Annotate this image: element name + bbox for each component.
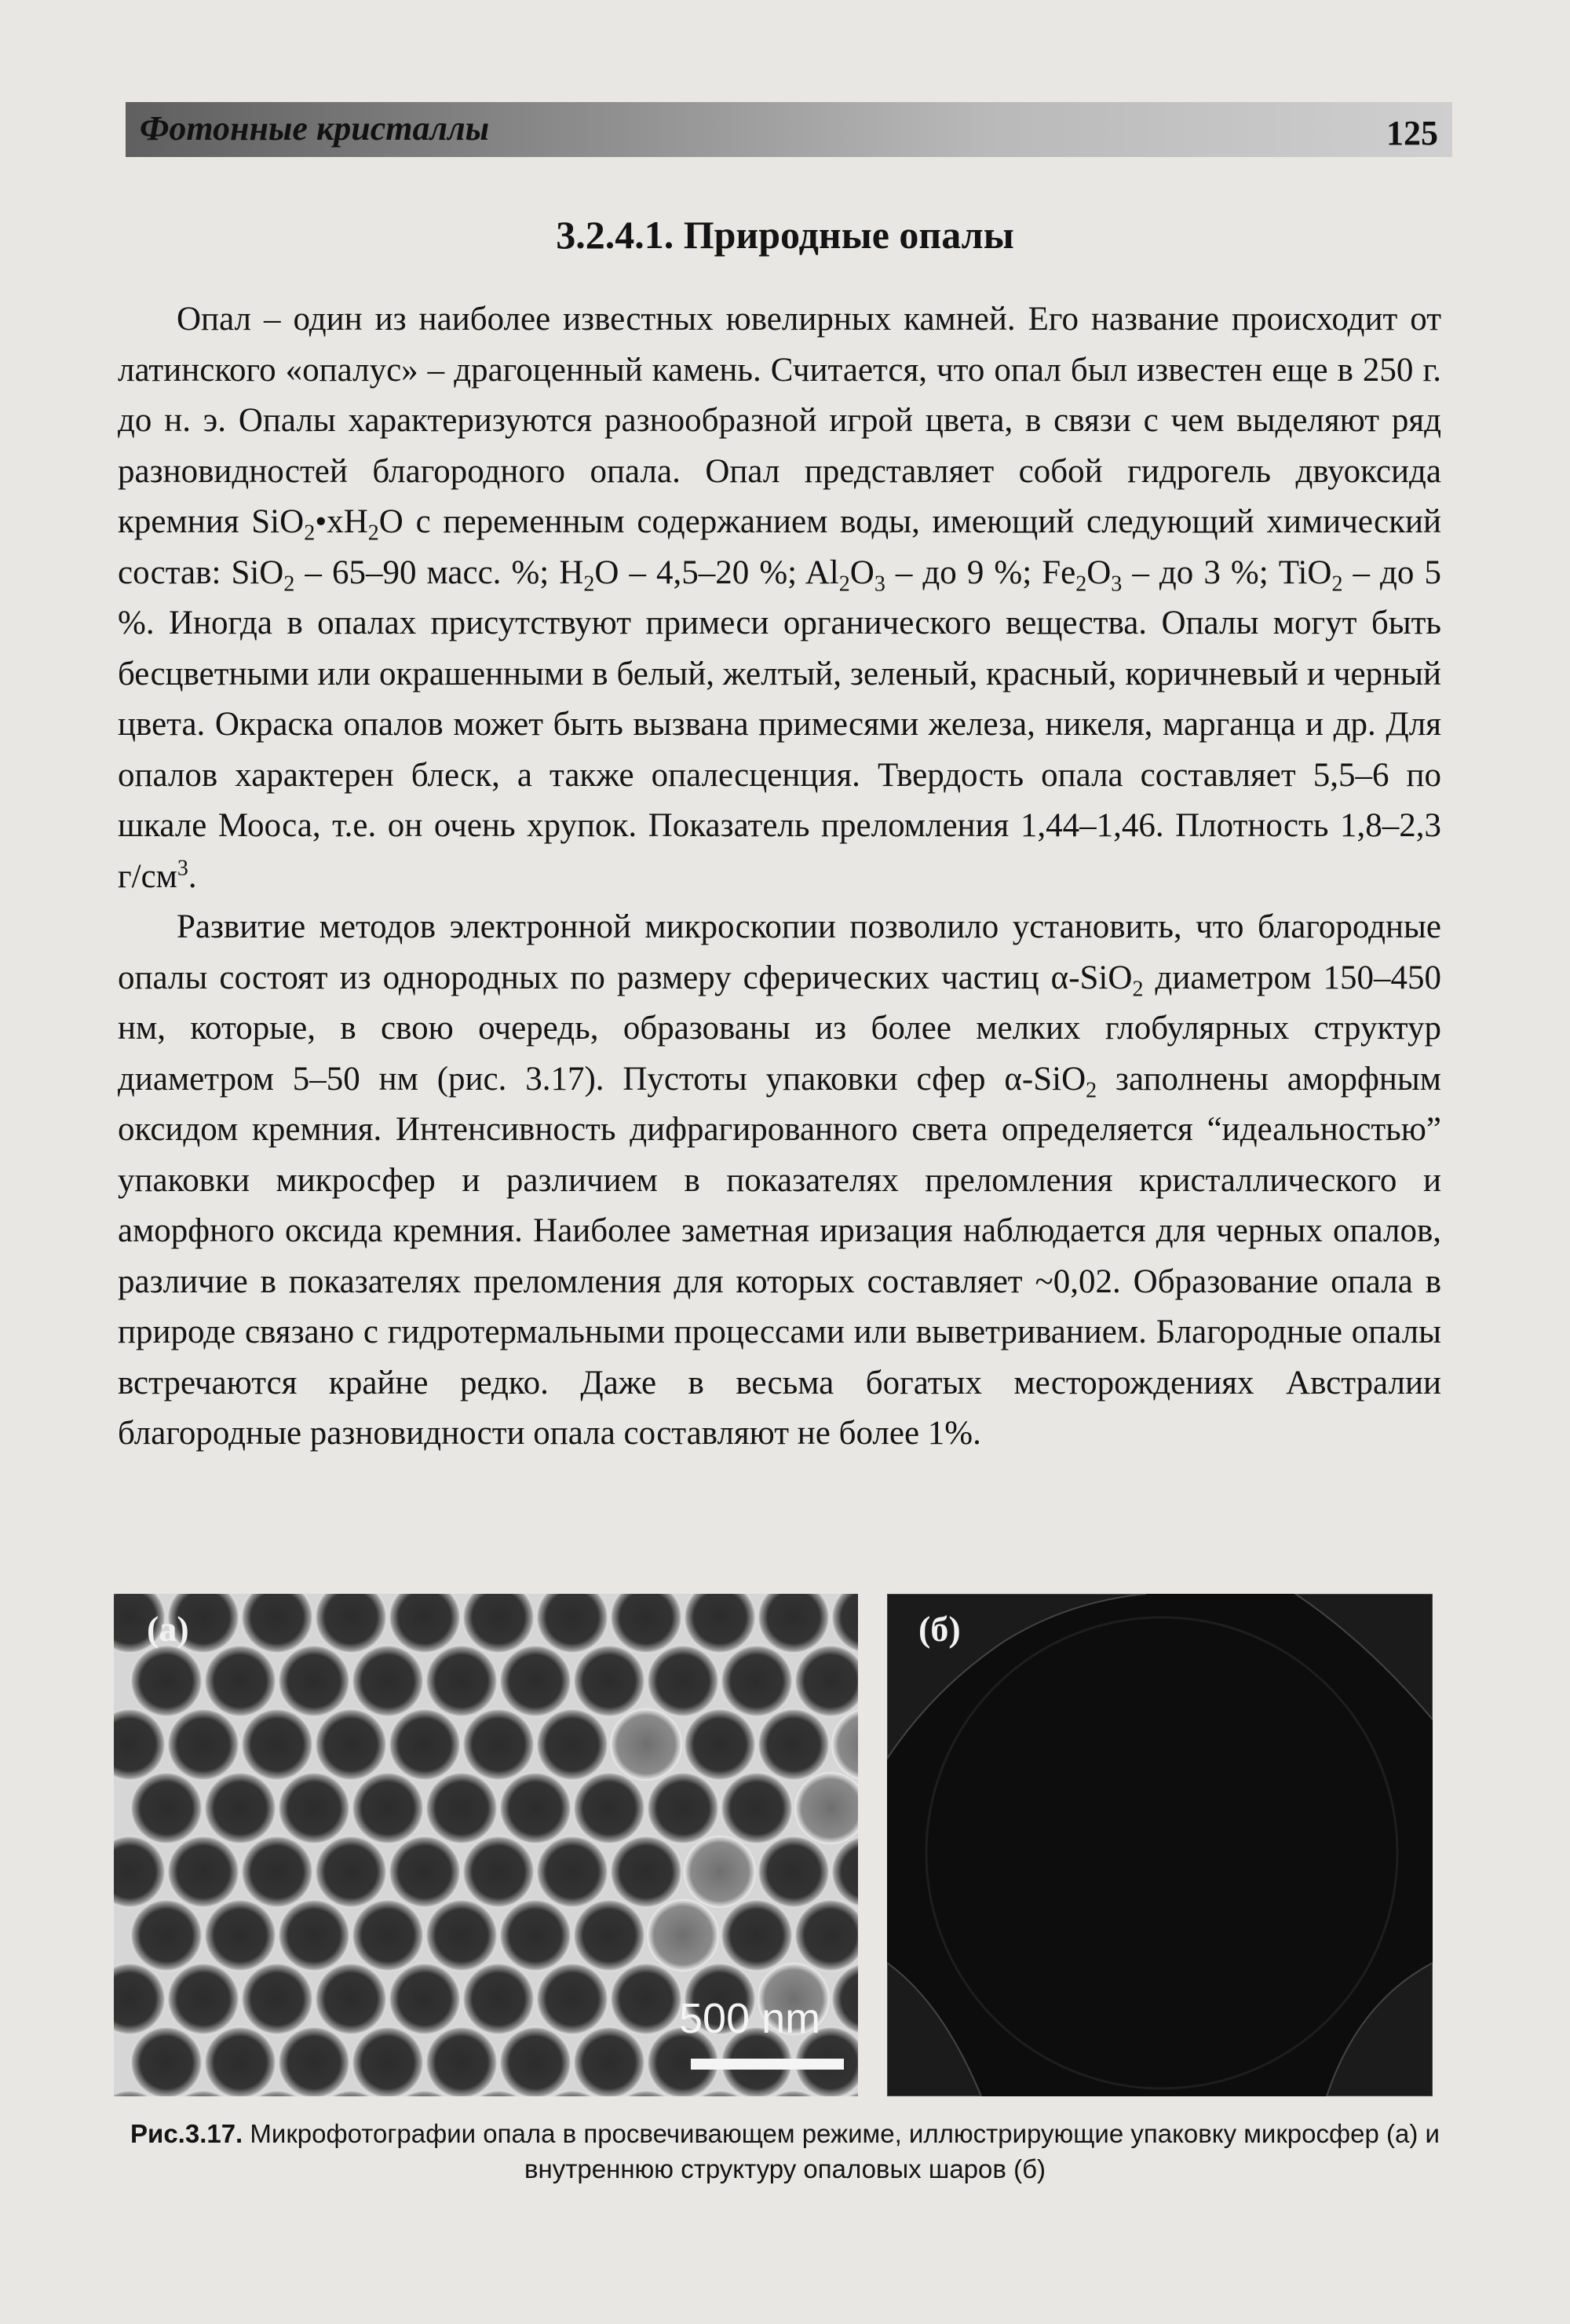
figure-caption-id: Рис.3.17. (130, 2119, 243, 2148)
opal-sphere-interior-image (887, 1594, 1433, 2096)
figure-caption-text: Микрофотографии опала в просвечивающем режиме, иллюстрирующие упаковку микросфер (а) и внутреннюю структуру опаловых шаров (б) (243, 2119, 1440, 2183)
running-title: Фотонные кристаллы (140, 109, 490, 148)
panel-b-label: (б) (918, 1609, 961, 1649)
figure-caption (118, 2116, 1452, 2187)
scale-bar (691, 2059, 844, 2070)
page-number: 125 (1386, 114, 1438, 152)
running-header (126, 102, 1452, 157)
section-title: 3.2.4.1. Природные опалы (556, 213, 1014, 257)
micrograph-panel-a (114, 1594, 858, 2096)
paragraph-opal-structure: Развитие методов электронной микроскопии позволило установить, что благородные опалы состоят из однородных по размеру сферических частиц α-SiO$_2$ диаметром 150–450 нм, которые, в свою очередь, образованы из более мелких глобулярных структур диаметром 5–50 нм (рис. 3.17). Пустоты упаковки сфер α-SiO$_2$ заполнены аморфным оксидом кремния. Интенсивность дифрагированного света определяется “идеальностью” упаковки микросфер и различием в показателях преломления кристаллического и аморфного оксида кремния. Наиболее заметная иризация наблюдается для черных опалов, различие в показателях преломления для которых составляет ~0,02. Образование опала в природе связано с гидротермальными процессами или выветриванием. Благородные опалы встречаются крайне редко. Даже в весьма богатых месторождениях Австралии благородные разновидности опала составляют не более 1%. (118, 908, 1441, 1452)
scale-bar-label: 500 nm (679, 1995, 821, 2042)
paragraph-opal-description: Опал – один из наиболее известных ювелирных камней. Его название происходит от латинского «опалус» – драгоценный камень. Считается, что опал был известен еще в 250 г. до н. э. Опалы характеризуются разнообразной игрой цвета, в связи с чем выделяют ряд разновидностей благородного опала. Опал представляет собой гидрогель двуоксида кремния $SiO_2•xH_2O$ с переменным содержанием воды, имеющий следующий химический состав: SiO$_2$ – 65–90 масс. %; $H_2O - 4,5-20$ %; $Al_2O_3$ – до 9 %; $Fe_2O_3$ – до 3 %; TiO$_2$ – до 5 %. Иногда в опалах присутствуют примеси органического вещества. Опалы могут быть бесцветными или окрашенными в белый, желтый, зеленый, красный, коричневый и черный цвета. Окраска опалов может быть вызвана примесями железа, никеля, марганца и др. Для опалов характерен блеск, а также опалесценция. Твердость опала составляет 5,5–6 по шкале Мооса, т.е. он очень хрупок. Показатель преломления 1,44–1,46. Плотность 1,8–2,3 $г/см^3$. (118, 301, 1441, 895)
panel-a-label: (а) (147, 1609, 189, 1649)
micrograph-panel-b (887, 1594, 1433, 2096)
body-text (118, 294, 1441, 1460)
